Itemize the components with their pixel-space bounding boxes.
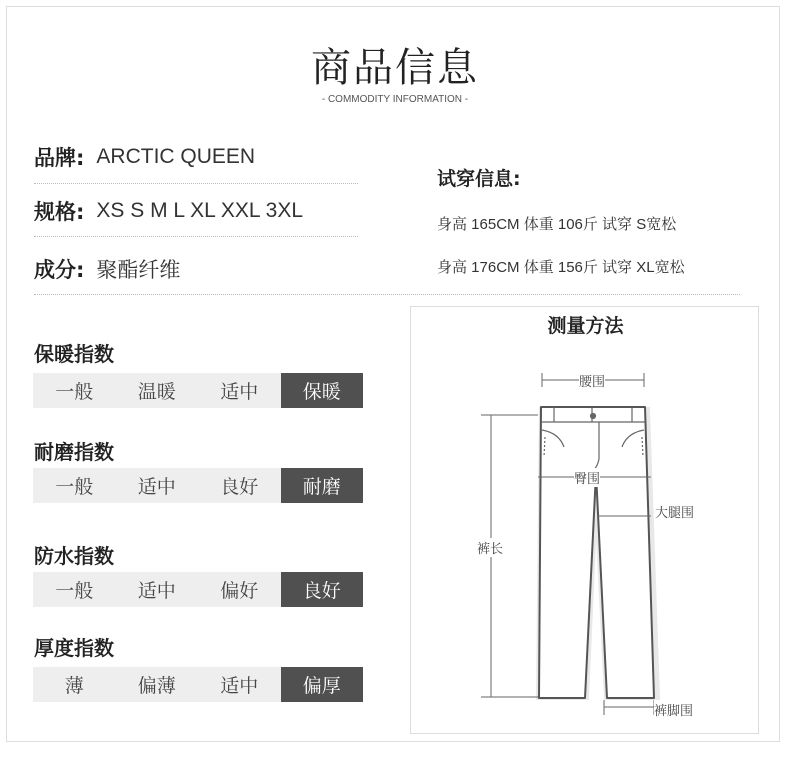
- measure-label-thigh: 大腿围: [655, 502, 694, 521]
- scale-option: 适中: [220, 675, 259, 697]
- scale-option: 良好: [220, 476, 259, 498]
- index-scale-wear: [33, 468, 363, 503]
- spec-value: XS S M L XL XXL 3XL: [96, 199, 304, 222]
- measure-label-waist: 腰围: [579, 371, 605, 390]
- scale-option: 偏好: [220, 580, 259, 602]
- scale-option: 一般: [55, 580, 94, 602]
- spec-label: 成分:: [34, 258, 85, 282]
- spec-row-size: [34, 197, 303, 225]
- try-on-line: 身高 165CM 体重 106斤 试穿 S宽松: [437, 216, 677, 233]
- scale-option: 适中: [220, 381, 259, 403]
- measure-label-length: 裤长: [477, 538, 503, 557]
- scale-option: 偏薄: [137, 675, 176, 697]
- try-on-line: 身高 176CM 体重 156斤 试穿 XL宽松: [437, 259, 685, 276]
- divider: [34, 294, 740, 295]
- index-scale-warmth: [33, 373, 363, 408]
- scale-option: 一般: [55, 476, 94, 498]
- scale-option: 适中: [137, 580, 176, 602]
- spec-label: 规格:: [34, 200, 85, 224]
- index-scale-thickness: [33, 667, 363, 702]
- spec-value: ARCTIC QUEEN: [96, 145, 256, 168]
- scale-option-selected: 偏厚: [281, 667, 364, 702]
- spec-value: 聚酯纤维: [96, 258, 181, 282]
- spec-row-brand: [34, 143, 255, 171]
- measurement-title: 测量方法: [547, 315, 624, 337]
- index-scale-waterproof: [33, 572, 363, 607]
- scale-option: 一般: [55, 381, 94, 403]
- scale-option: 温暖: [137, 381, 176, 403]
- index-title-thickness: 厚度指数: [34, 636, 114, 660]
- scale-option-selected: 保暖: [281, 373, 364, 408]
- page-title: 商品信息: [311, 45, 479, 91]
- scale-option: 薄: [64, 675, 84, 697]
- index-title-wear: 耐磨指数: [34, 440, 114, 464]
- scale-option-selected: 耐磨: [281, 468, 364, 503]
- scale-option: 适中: [137, 476, 176, 498]
- measure-label-hem: 裤脚围: [654, 700, 693, 719]
- divider: [34, 183, 358, 184]
- divider: [34, 236, 358, 237]
- spec-label: 品牌:: [34, 146, 85, 170]
- try-on-title: 试穿信息:: [437, 168, 521, 190]
- index-title-warmth: 保暖指数: [34, 342, 114, 366]
- index-title-waterproof: 防水指数: [34, 544, 114, 568]
- measure-label-hip: 臀围: [574, 468, 600, 487]
- scale-option-selected: 良好: [281, 572, 364, 607]
- measurement-panel: [410, 306, 759, 734]
- spec-row-material: [34, 255, 180, 283]
- pants-outline: [539, 407, 654, 698]
- page-subtitle: - COMMODITY INFORMATION -: [321, 94, 469, 105]
